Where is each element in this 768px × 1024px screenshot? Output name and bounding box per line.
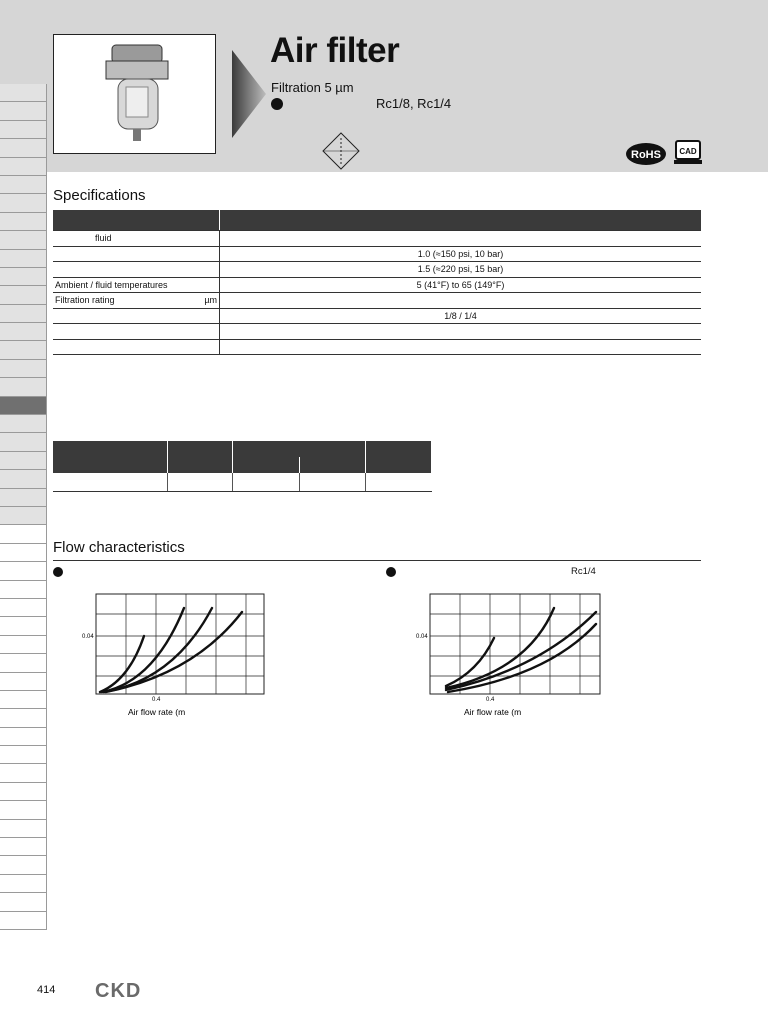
table-cell-label: Ambient / fluid temperatures <box>53 277 220 293</box>
index-tab[interactable] <box>0 636 47 654</box>
table-cell-value <box>220 324 702 340</box>
table-cell-value <box>220 293 702 309</box>
table-header-cell <box>220 210 702 231</box>
index-tab[interactable] <box>0 360 47 378</box>
table-header-cell <box>299 457 366 473</box>
page-title: Air filter <box>270 31 400 70</box>
index-tab[interactable] <box>0 378 47 396</box>
index-tab[interactable] <box>0 268 47 286</box>
index-tab[interactable] <box>0 194 47 212</box>
table-cell-value <box>220 231 702 247</box>
index-tab[interactable] <box>0 856 47 874</box>
index-tab[interactable] <box>0 250 47 268</box>
table-header-cell <box>233 457 300 473</box>
page-number: 414 <box>37 984 56 996</box>
index-tab[interactable] <box>0 489 47 507</box>
index-tab[interactable] <box>0 893 47 911</box>
table-header-cell <box>366 457 432 473</box>
index-tab[interactable] <box>0 544 47 562</box>
index-tab[interactable] <box>0 820 47 838</box>
index-tab[interactable] <box>0 433 47 451</box>
table-cell-label <box>53 246 220 262</box>
table-cell-label <box>53 308 220 324</box>
y-tick-label: 0.04 <box>82 634 94 640</box>
table-cell-value: 1/8 / 1/4 <box>220 308 702 324</box>
ckd-logo: CKD <box>95 980 142 1002</box>
right-chart-port-label: Rc1/4 <box>571 566 596 577</box>
table-cell-label <box>53 324 220 340</box>
index-tab[interactable] <box>0 470 47 488</box>
index-tab[interactable] <box>0 691 47 709</box>
table-row <box>53 308 701 324</box>
table-header-cell <box>53 210 220 231</box>
table-header-row <box>53 457 432 473</box>
table-cell-value: 5 (41°F) to 65 (149°F) <box>220 277 702 293</box>
index-tab[interactable] <box>0 158 47 176</box>
table-row <box>53 246 701 262</box>
table-row <box>53 339 701 355</box>
index-tab[interactable] <box>0 617 47 635</box>
specifications-heading: Specifications <box>53 187 146 204</box>
index-tab[interactable] <box>0 507 47 525</box>
flow-curve <box>106 612 242 692</box>
index-tab[interactable] <box>0 323 47 341</box>
specifications-table <box>53 210 701 355</box>
index-tab[interactable] <box>0 213 47 231</box>
index-tab-active[interactable] <box>0 397 47 415</box>
flow-chart-right <box>408 590 608 720</box>
product-photo <box>53 34 216 154</box>
index-tab[interactable] <box>0 305 47 323</box>
filter-symbol-icon <box>322 132 360 170</box>
air-filter-image <box>54 35 215 153</box>
table-row <box>53 231 701 247</box>
table-cell-value <box>220 339 702 355</box>
table-header-row <box>53 441 432 457</box>
cad-badge-icon <box>674 140 702 166</box>
table-header-cell <box>233 441 366 457</box>
model-table <box>53 441 432 492</box>
table-header-row <box>53 210 701 231</box>
unit-label: µm <box>204 295 217 306</box>
index-tab[interactable] <box>0 525 47 543</box>
index-tab[interactable] <box>0 728 47 746</box>
index-tab[interactable] <box>0 654 47 672</box>
bullet-icon <box>53 567 63 577</box>
index-tab[interactable] <box>0 415 47 433</box>
index-tab[interactable] <box>0 231 47 249</box>
index-tab[interactable] <box>0 139 47 157</box>
flow-chart-left <box>74 590 274 720</box>
table-cell <box>366 473 432 492</box>
table-cell <box>233 473 300 492</box>
table-row <box>53 293 701 309</box>
index-tab[interactable] <box>0 176 47 194</box>
table-cell-label <box>53 339 220 355</box>
table-header-cell <box>167 457 233 473</box>
port-size-text: Rc1/8, Rc1/4 <box>376 96 452 111</box>
section-divider <box>53 560 701 561</box>
x-axis-label: Air flow rate (m <box>464 707 522 717</box>
index-tab[interactable] <box>0 783 47 801</box>
table-header-cell <box>53 441 167 457</box>
index-tab[interactable] <box>0 709 47 727</box>
filtration-subtitle: Filtration 5 µm <box>271 80 354 95</box>
port-size-line <box>271 96 471 114</box>
index-tab[interactable] <box>0 673 47 691</box>
index-tab[interactable] <box>0 838 47 856</box>
rohs-badge-icon <box>625 142 667 166</box>
bullet-icon <box>386 567 396 577</box>
table-cell <box>53 473 167 492</box>
index-tab[interactable] <box>0 764 47 782</box>
index-tab[interactable] <box>0 121 47 139</box>
flow-curve <box>446 612 596 690</box>
table-cell-value: 1.0 (≈150 psi, 10 bar) <box>220 246 702 262</box>
flow-characteristics-heading: Flow characteristics <box>53 539 185 556</box>
cad-badge-label: CAD <box>679 147 697 156</box>
y-tick-label: 0.04 <box>416 634 428 640</box>
index-tab[interactable] <box>0 912 47 930</box>
table-cell-value: 1.5 (≈220 psi, 15 bar) <box>220 262 702 278</box>
index-tab[interactable] <box>0 562 47 580</box>
side-index-tabs <box>0 84 48 930</box>
index-tab[interactable] <box>0 286 47 304</box>
index-tab[interactable] <box>0 801 47 819</box>
index-tab[interactable] <box>0 746 47 764</box>
x-tick-label: 0.4 <box>486 697 495 703</box>
index-tab[interactable] <box>0 581 47 599</box>
table-header-cell <box>366 441 432 457</box>
index-tab[interactable] <box>0 875 47 893</box>
table-cell-label: Filtration rating µm <box>53 293 220 309</box>
table-row <box>53 324 701 340</box>
table-cell-label <box>53 262 220 278</box>
index-tab[interactable] <box>0 102 47 120</box>
header-arrow-icon <box>232 50 266 138</box>
index-tab[interactable] <box>0 452 47 470</box>
index-tab[interactable] <box>0 84 47 102</box>
x-tick-label: 0.4 <box>152 697 161 703</box>
table-row <box>53 262 701 278</box>
table-row <box>53 473 432 492</box>
table-cell <box>167 473 233 492</box>
table-header-cell <box>167 441 233 457</box>
rohs-badge-label: RoHS <box>631 149 661 161</box>
index-tab[interactable] <box>0 341 47 359</box>
table-cell <box>299 473 366 492</box>
table-header-cell <box>53 457 167 473</box>
table-cell-label: fluid <box>53 231 220 247</box>
bullet-icon <box>271 98 283 110</box>
x-axis-label: Air flow rate (m <box>128 707 186 717</box>
table-row <box>53 277 701 293</box>
index-tab[interactable] <box>0 599 47 617</box>
